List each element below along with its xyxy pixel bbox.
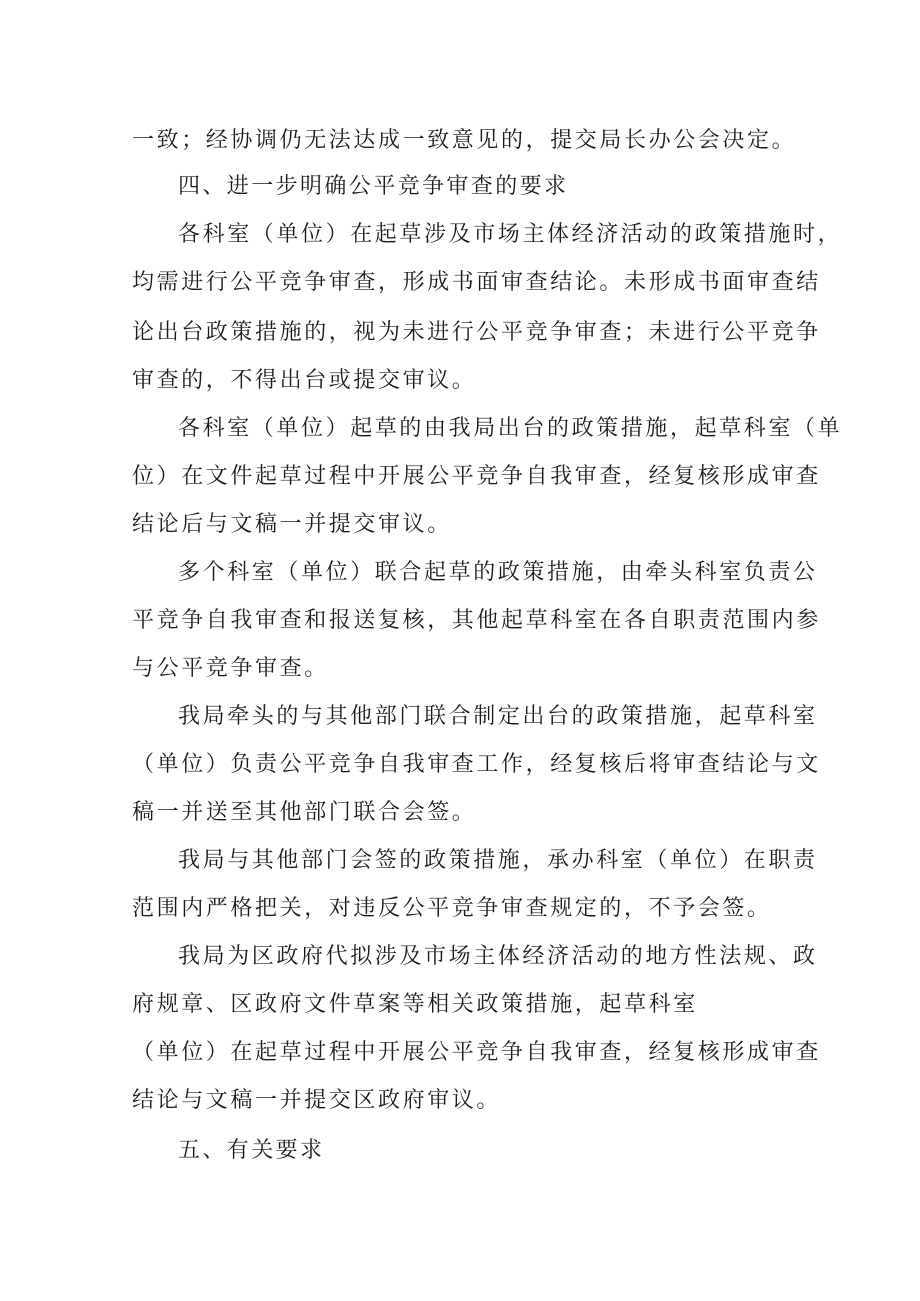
paragraph-line: 论出台政策措施的，视为未进行公平竞争审查；未进行公平竞争 bbox=[132, 320, 821, 345]
body-line: 一致；经协调仍无法达成一致意见的，提交局长办公会决定。 bbox=[132, 128, 797, 153]
paragraph-line: 多个科室（单位）联合起草的政策措施，由牵头科室负责公 bbox=[178, 560, 818, 585]
paragraph-line: 平竞争自我审查和报送复核，其他起草科室在各自职责范围内参 bbox=[132, 608, 821, 633]
paragraph-line: 府规章、区政府文件草案等相关政策措施，起草科室 bbox=[132, 992, 698, 1017]
paragraph-line: 结论后与文稿一并提交审议。 bbox=[132, 512, 452, 537]
paragraph-line: 审查的，不得出台或提交审议。 bbox=[132, 368, 477, 393]
paragraph-line: （单位）负责公平竞争自我审查工作，经复核后将审查结论与文 bbox=[132, 752, 821, 777]
paragraph-line: 我局与其他部门会签的政策措施，承办科室（单位）在职责 bbox=[178, 848, 818, 873]
paragraph-line: 我局为区政府代拟涉及市场主体经济活动的地方性法规、政 bbox=[178, 944, 818, 969]
paragraph-line: 位）在文件起草过程中开展公平竞争自我审查，经复核形成审查 bbox=[132, 464, 821, 489]
paragraph-line: 范围内严格把关，对违反公平竞争审查规定的，不予会签。 bbox=[132, 896, 772, 921]
paragraph-line: 我局牵头的与其他部门联合制定出台的政策措施，起草科室 bbox=[178, 704, 818, 729]
paragraph-line: 稿一并送至其他部门联合会签。 bbox=[132, 800, 477, 825]
section-heading-5: 五、有关要求 bbox=[178, 1138, 325, 1163]
paragraph-line: 各科室（单位）起草的由我局出台的政策措施，起草科室（单 bbox=[178, 416, 843, 441]
paragraph-line: （单位）在起草过程中开展公平竞争自我审查，经复核形成审查 bbox=[132, 1040, 821, 1065]
paragraph-line: 与公平竞争审查。 bbox=[132, 656, 329, 681]
paragraph-line: 各科室（单位）在起草涉及市场主体经济活动的政策措施时， bbox=[178, 222, 843, 247]
section-heading-4: 四、进一步明确公平竞争审查的要求 bbox=[178, 174, 569, 199]
paragraph-line: 结论与文稿一并提交区政府审议。 bbox=[132, 1088, 502, 1113]
paragraph-line: 均需进行公平竞争审查，形成书面审查结论。未形成书面审查结 bbox=[132, 270, 821, 295]
